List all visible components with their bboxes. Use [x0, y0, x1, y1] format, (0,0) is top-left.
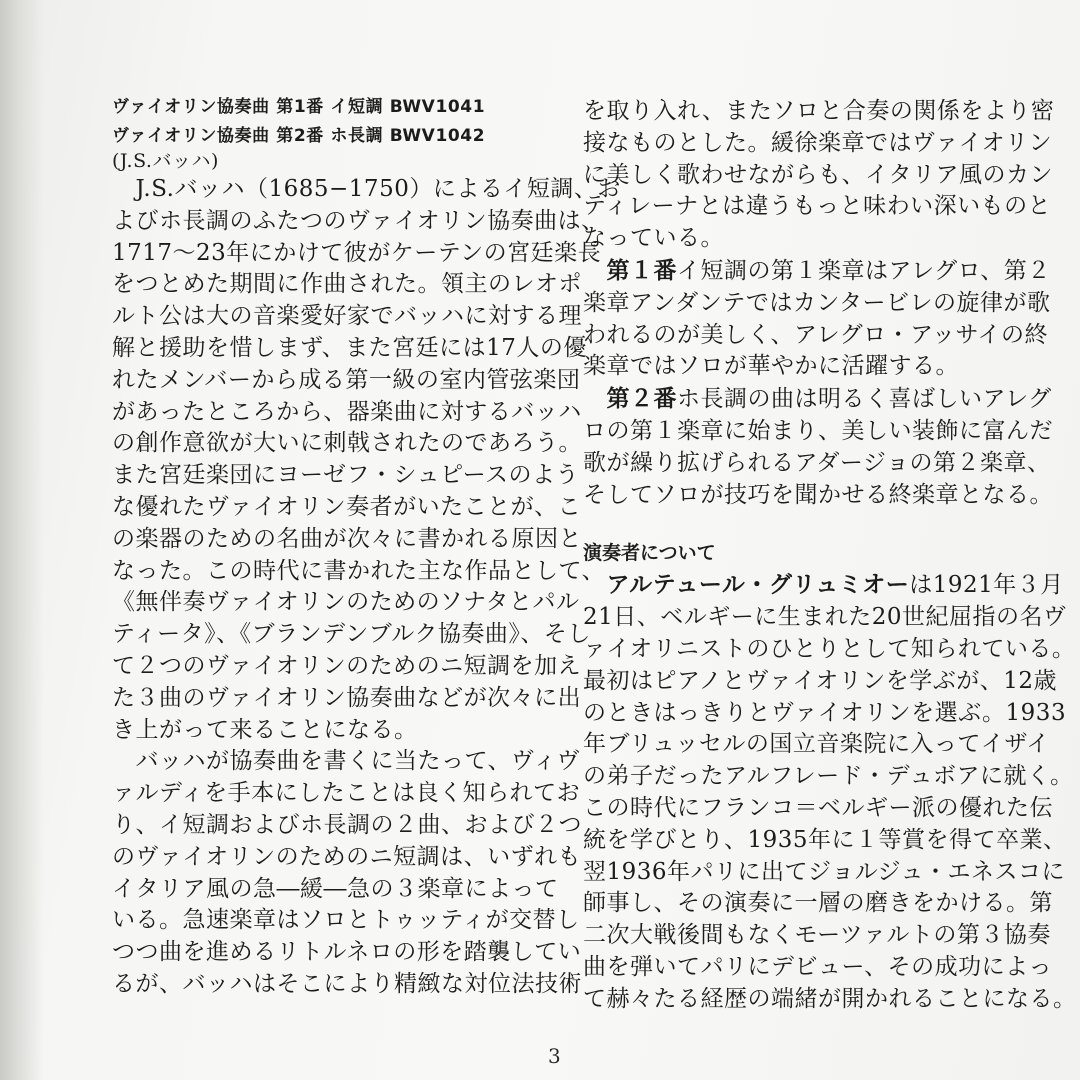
text-line: な優れたヴァイオリン奏者がいたことが、こ	[112, 493, 582, 520]
text-line: 21日、ベルギーに生まれた20世紀屈指の名ヴ	[583, 604, 1067, 631]
text-line: の創作意欲が大いに刺戟されたのであろう。	[112, 430, 582, 457]
performer-name: アルテュール・グリュミオー	[606, 571, 910, 599]
text-line: ティータ》、《ブランデンブルク協奏曲》、そし	[112, 621, 591, 648]
right-column	[583, 96, 1077, 1016]
composer-label: (J.S.バッハ)	[112, 150, 219, 172]
paragraph-no1	[583, 288, 1051, 383]
text-line: 曲を弾いてパリにデビュー、その成功によっ	[583, 953, 1053, 980]
performer-first-line-text: は1921年３月	[909, 572, 1064, 599]
text-line: イタリア風の急―緩―急の３楽章によって	[112, 875, 559, 902]
text-line: れたメンバーから成る第一級の室内管弦楽団	[112, 366, 581, 393]
text-line: 楽章ではソロが華やかに活躍する。	[583, 353, 959, 380]
text-line: 解と援助を惜しまず、また宮廷には17人の優	[112, 334, 587, 361]
text-line: て赫々たる経歴の端緒が開かれることになる。	[583, 985, 1077, 1012]
text-line: があったところから、器楽曲に対するバッハ	[112, 398, 582, 425]
section-heading: 演奏者について	[583, 542, 716, 565]
text-line: をつとめた期間に作曲された。領主のレオポ	[112, 271, 582, 298]
text-line: の弟子だったアルフレード・デュボアに就く。	[583, 763, 1074, 790]
text-line: われるのが美しく、アレグロ・アッサイの終	[583, 321, 1048, 348]
work-title-1: ヴァイオリン協奏曲 第1番 イ短調 BWV1041	[112, 97, 486, 117]
text-line: よびホ長調のふたつのヴァイオリン協奏曲は、	[112, 207, 605, 234]
no1-first-line-text: イ短調の第１楽章はアレグロ、第２	[677, 257, 1051, 284]
text-line: て２つのヴァイオリンのためのニ短調を加え	[112, 652, 582, 679]
text-line: そしてソロが技巧を聞かせる終楽章となる。	[583, 481, 1053, 508]
text-line: 師事し、その演奏に一層の磨きをかける。第	[583, 890, 1053, 917]
text-line: き上がって来ることになる。	[112, 716, 418, 743]
no1-label: 第１番	[606, 256, 677, 284]
text-line: 接なものとした。緩徐楽章ではヴァイオリン	[583, 129, 1053, 156]
page-number: 3	[548, 1044, 561, 1068]
text-line: を取り入れ、またソロと合奏の関係をより密	[583, 98, 1055, 124]
text-line: また宮廷楽団にヨーゼフ・シュピースのよう	[112, 462, 580, 489]
work-title-2: ヴァイオリン協奏曲 第2番 ホ長調 BWV1042	[112, 126, 486, 146]
text-line: 楽章アンダンテではカンタービレの旋律が歌	[583, 289, 1051, 316]
left-body-text	[112, 174, 621, 1001]
right-body-text-top	[583, 96, 1055, 255]
text-line: ロの第１楽章に始まり、美しい装飾に富んだ	[583, 417, 1053, 444]
binding-shadow	[0, 0, 44, 1080]
text-line: 統を学びとり、1935年に１等賞を得て卒業、	[583, 826, 1067, 853]
text-line: いる。急速楽章はソロとトゥッティが交替し	[112, 907, 580, 934]
no2-label: 第２番	[606, 385, 677, 413]
text-line: るが、バッハはそこにより精緻な対位法技術	[112, 970, 582, 997]
text-line: つつ曲を進めるリトルネロの形を踏襲してい	[112, 939, 582, 966]
paragraph-no2-first-line	[583, 383, 1052, 416]
text-line: 二次大戦後間もなくモーツァルトの第３協奏	[583, 922, 1051, 949]
text-line: 1717〜23年にかけて彼がケーテンの宮廷楽長	[112, 239, 602, 266]
performer-paragraph	[583, 602, 1077, 1015]
paragraph-no2	[583, 416, 1053, 511]
text-line: J.S.バッハ（1685−1750）によるイ短調、お	[112, 176, 621, 202]
text-line: なっている。	[583, 225, 724, 252]
text-line: 翌1936年パリに出てジョルジュ・エネスコに	[583, 858, 1066, 885]
section-gap	[583, 511, 1043, 538]
text-line: の楽器のための名曲が次々に書かれる原因と	[112, 525, 582, 552]
text-line: ァルディを手本にしたことは良く知られてお	[112, 780, 581, 807]
paragraph-no1-first-line	[583, 255, 1051, 288]
text-line: 年ブリュッセルの国立音楽院に入ってイザイ	[583, 731, 1050, 758]
performer-first-line	[583, 569, 1064, 602]
text-line: この時代にフランコ＝ベルギー派の優れた伝	[583, 794, 1053, 821]
text-line: ルト公は大の音楽愛好家でバッハに対する理	[112, 303, 582, 330]
text-line: 歌が繰り拡げられるアダージョの第２楽章、	[583, 449, 1051, 476]
text-line: り、イ短調およびホ長調の２曲、および２つ	[112, 811, 582, 838]
text-line: のときはっきりとヴァイオリンを選ぶ。1933	[583, 699, 1067, 726]
text-line: バッハが協奏曲を書くに当たって、ヴィヴ	[112, 748, 581, 775]
text-line: なった。この時代に書かれた主な作品として、	[112, 557, 606, 584]
text-line: に美しく歌わせながらも、イタリア風のカン	[583, 161, 1053, 188]
text-line: 《無伴奏ヴァイオリンのためのソナタとパル	[112, 589, 580, 616]
text-line: た３曲のヴァイオリン協奏曲などが次々に出	[112, 684, 582, 711]
text-line: ティレーナとは違うもっと味わい深いものと	[583, 193, 1052, 220]
text-line: のヴァイオリンのためのニ短調は、いずれも	[112, 843, 582, 870]
text-line: ァイオリニストのひとりとして知られている。	[583, 635, 1076, 662]
left-column	[112, 96, 621, 1001]
text-line: 最初はピアノとヴァイオリンを学ぶが、12歳	[583, 667, 1058, 694]
no2-first-line-text: ホ長調の曲は明るく喜ばしいアレグ	[677, 386, 1052, 413]
